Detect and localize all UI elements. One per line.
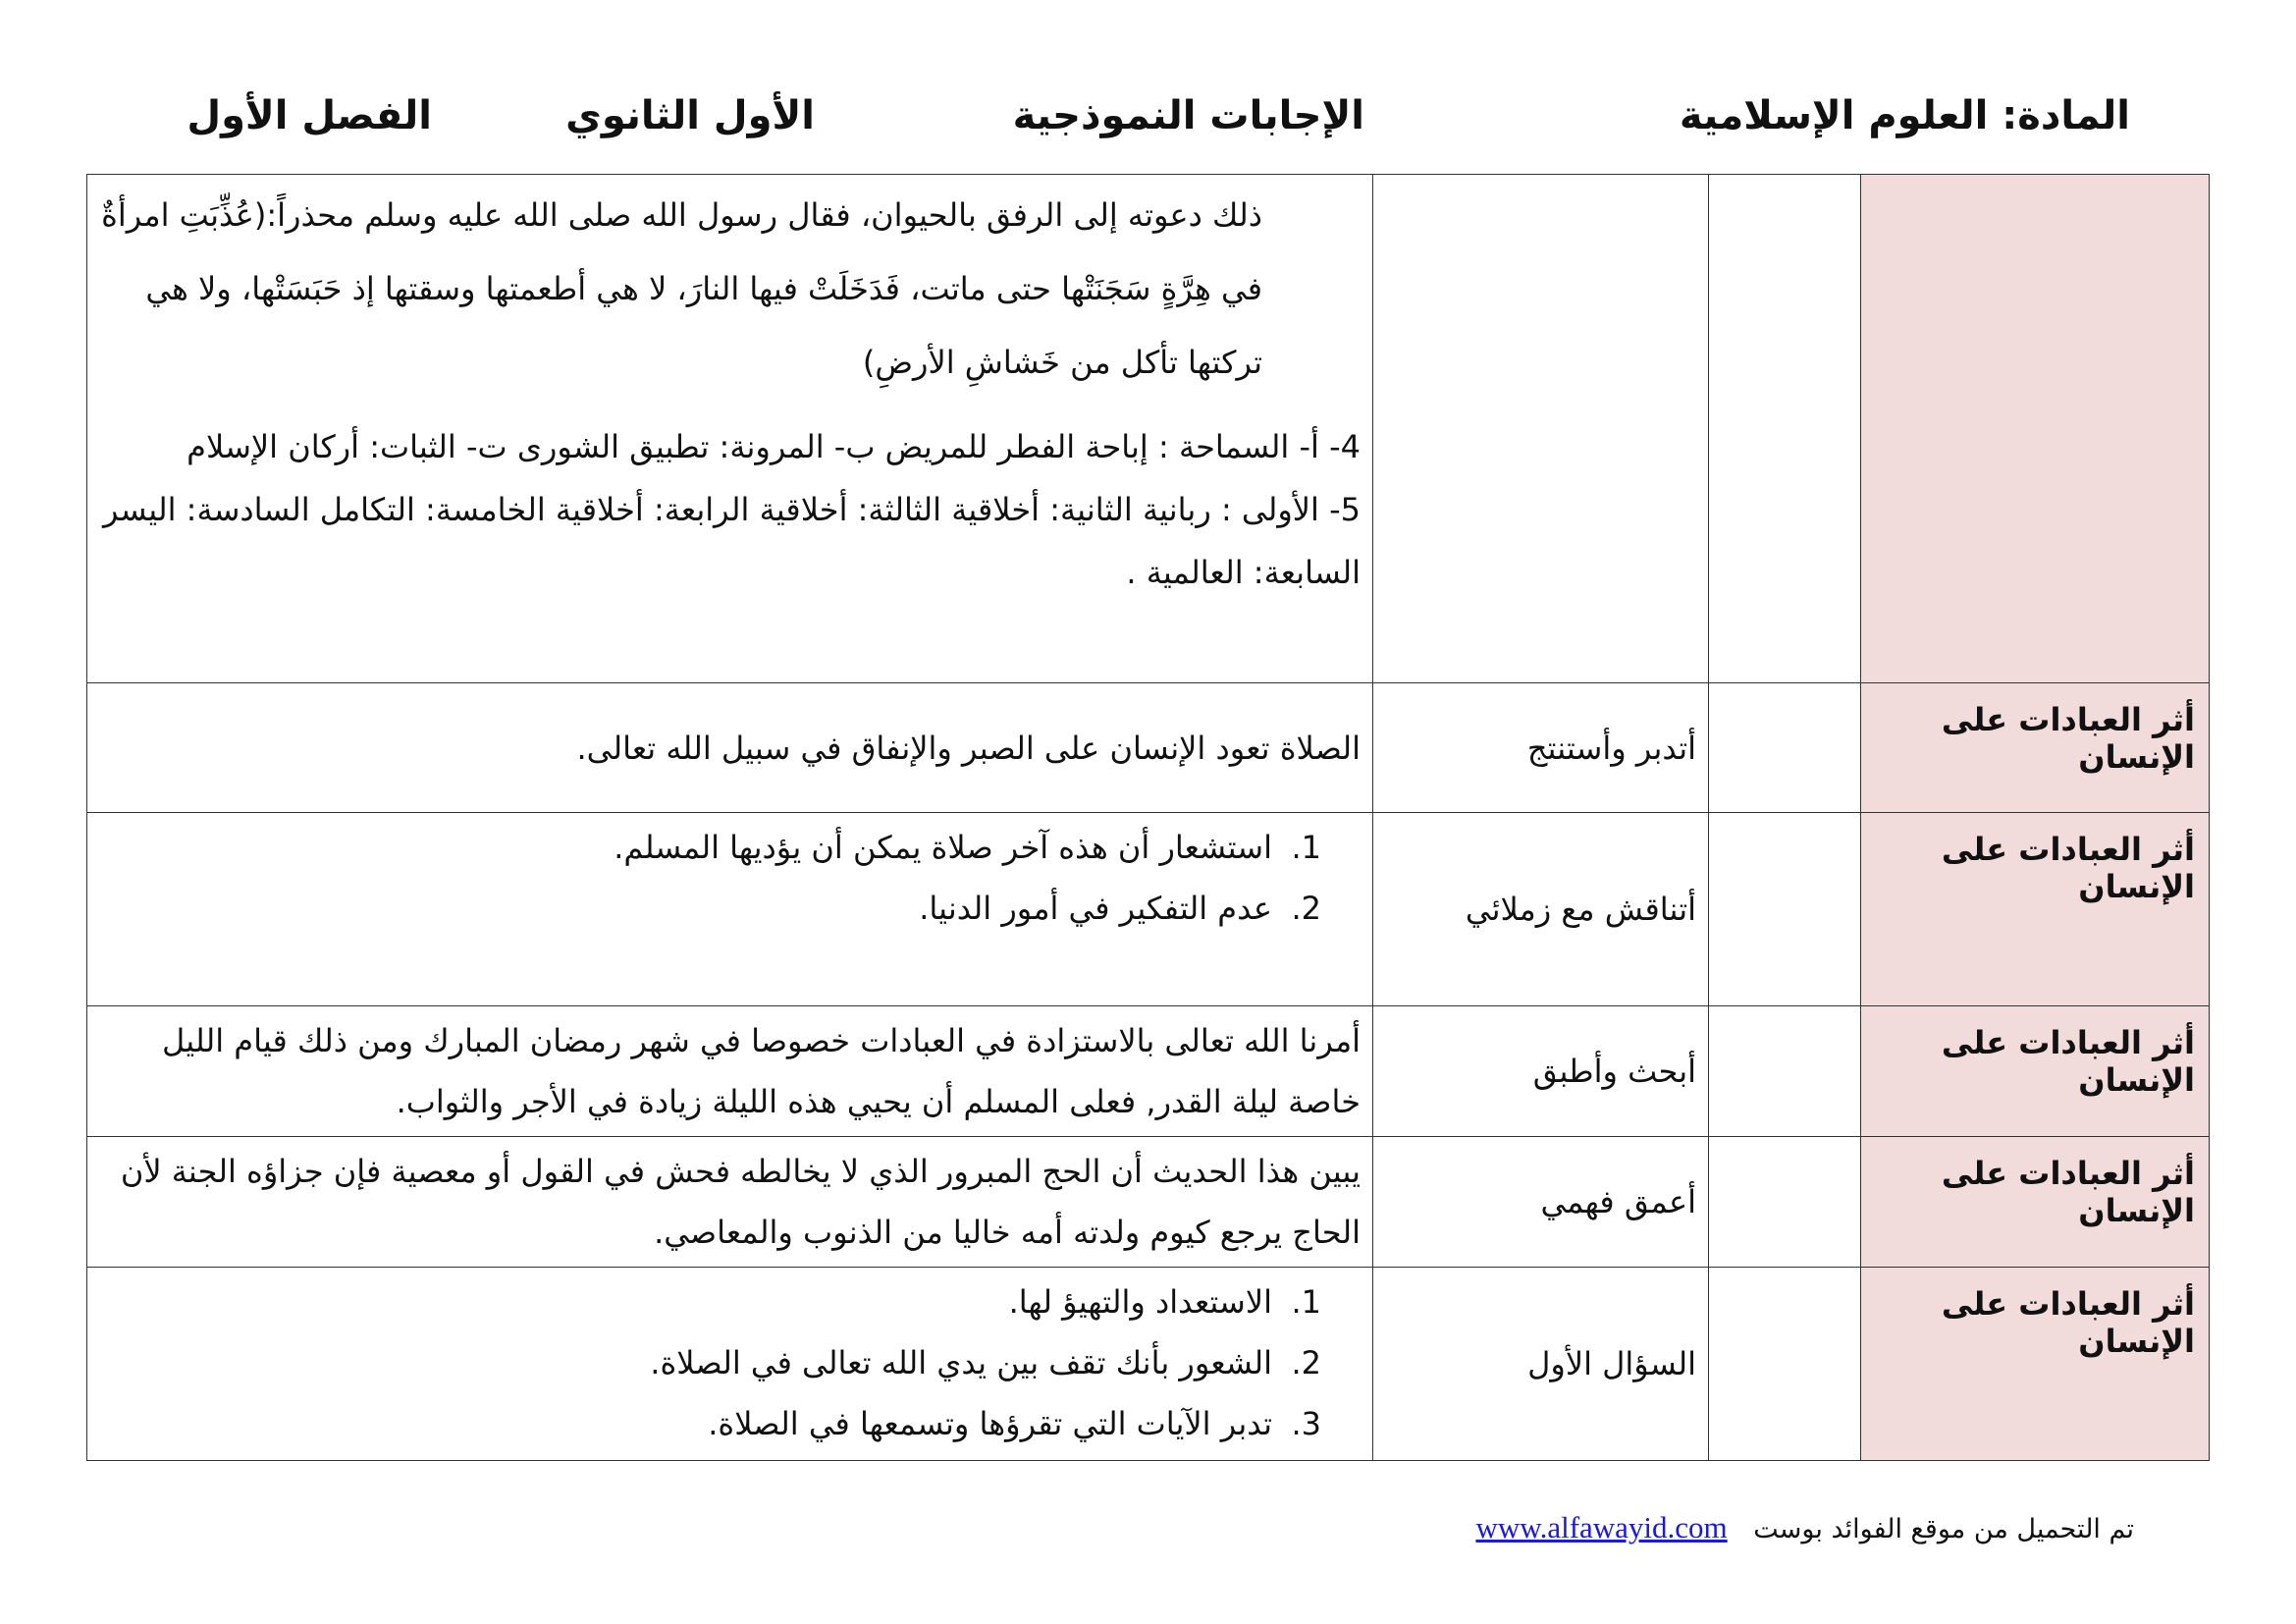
term-title: الفصل الأول (187, 93, 432, 138)
answer-cell (87, 175, 1373, 683)
lesson-cell: أثر العبادات على الإنسان (1861, 1137, 2210, 1268)
footer-link[interactable]: www.alfawayid.com (1475, 1510, 1728, 1544)
page-footer (1475, 1510, 2134, 1545)
answer-cell: يبين هذا الحديث أن الحج المبرور الذي لا يخالطه فحش في القول أو معصية فإن جزاؤه الجنة لأن الحاج يرجع كيوم ولدته أمه خاليا من الذنوب والمعاصي. (87, 1137, 1373, 1268)
list-item: 3. تدبر الآيات التي تقرؤها وتسمعها في الصلاة. (708, 1405, 1321, 1442)
activity-cell: أتناقش مع زملائي (1373, 813, 1709, 1006)
answer-cell (87, 813, 1373, 1006)
empty-cell (1709, 1137, 1861, 1268)
numbered-list (101, 1272, 1361, 1454)
answer-cell (87, 1268, 1373, 1461)
numbered-list (101, 817, 1361, 939)
list-item: 1. استشعار أن هذه آخر صلاة يمكن أن يؤديها المسلم. (614, 829, 1321, 866)
lesson-cell: أثر العبادات على الإنسان (1861, 1006, 2210, 1137)
table-row (87, 1137, 2210, 1268)
answer-item-5: 5- الأولى : ربانية الثانية: أخلاقية الثالثة: أخلاقية الرابعة: أخلاقية الخامسة: التكامل السادسة: اليسر السابعة: العالمية . (103, 491, 1361, 591)
footer-text: تم التحميل من موقع الفوائد بوست (1753, 1514, 2134, 1544)
table-row (87, 1268, 2210, 1461)
empty-cell (1709, 683, 1861, 813)
table-row (87, 813, 2210, 1006)
empty-cell (1709, 1268, 1861, 1461)
activity-cell: أعمق فهمي (1373, 1137, 1709, 1268)
activity-cell: أبحث وأطبق (1373, 1006, 1709, 1137)
activity-cell: السؤال الأول (1373, 1268, 1709, 1461)
answer-item-4: 4- أ- السماحة : إباحة الفطر للمريض ب- المرونة: تطبيق الشورى ت- الثبات: أركان الإسلام (187, 428, 1361, 465)
grade-title: الأول الثانوي (565, 93, 815, 138)
lesson-cell: أثر العبادات على الإنسان (1861, 1268, 2210, 1461)
lesson-cell (1861, 175, 2210, 683)
answer-cell: الصلاة تعود الإنسان على الصبر والإنفاق في سبيل الله تعالى. (87, 683, 1373, 813)
list-item: 1. الاستعداد والتهيؤ لها. (1008, 1283, 1321, 1321)
table-row (87, 1006, 2210, 1137)
answer-cell: أمرنا الله تعالى بالاستزادة في العبادات خصوصا في شهر رمضان المبارك ومن ذلك قيام الليل خاصة ليلة القدر, فعلى المسلم أن يحيي هذه الليلة زيادة في الأجر والثواب. (87, 1006, 1373, 1137)
subject-title: المادة: العلوم الإسلامية (1679, 93, 2130, 138)
activity-cell (1373, 175, 1709, 683)
empty-cell (1709, 175, 1861, 683)
answers-title: الإجابات النموذجية (1012, 93, 1364, 138)
table-row (87, 175, 2210, 683)
activity-cell: أتدبر وأستنتج (1373, 683, 1709, 813)
page-header (86, 93, 2209, 162)
table-row (87, 683, 2210, 813)
empty-cell (1709, 813, 1861, 1006)
lesson-cell: أثر العبادات على الإنسان (1861, 683, 2210, 813)
list-item: 2. الشعور بأنك تقف بين يدي الله تعالى في الصلاة. (650, 1344, 1321, 1381)
lesson-cell: أثر العبادات على الإنسان (1861, 813, 2210, 1006)
hadith-paragraph: ذلك دعوته إلى الرفق بالحيوان، فقال رسول الله صلى الله عليه وسلم محذراً:(عُذِّبَتِ امرأةٌ في هِرَّةٍ سَجَنَتْها حتى ماتت، فَدَخَلَتْ فيها النارَ، لا هي أطعمتها وسقتها إذ حَبَسَتْها، ولا هي تركتها تأكل من خَشاشِ الأرضِ) (101, 196, 1262, 381)
empty-cell (1709, 1006, 1861, 1137)
list-item: 2. عدم التفكير في أمور الدنيا. (919, 890, 1321, 927)
answers-table (86, 174, 2210, 1461)
